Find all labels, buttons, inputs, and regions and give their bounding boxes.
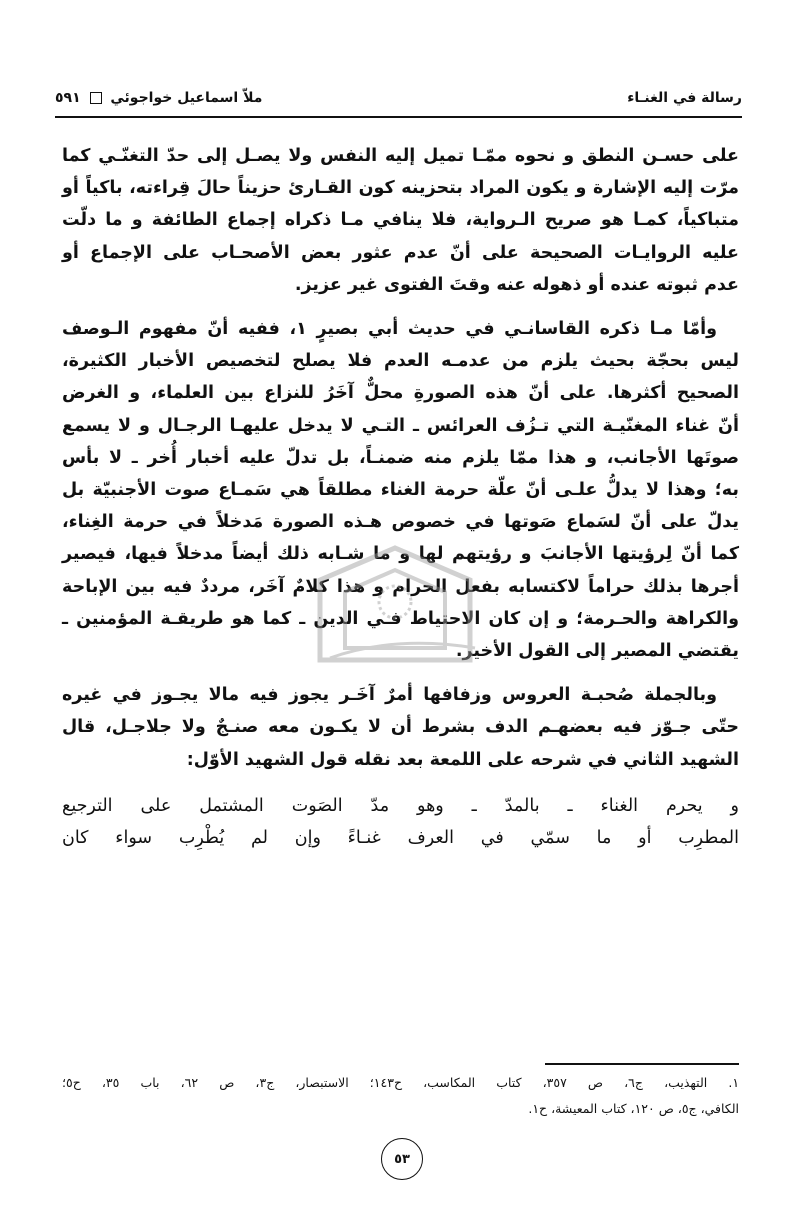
running-title-right: رسالة في الغنـاء [627, 90, 742, 106]
text-line: مرّت إليه الإشارة و يكون المراد بتحزينه كون القـارئ حزيناً حالَ قِراءته، باكياً أو [62, 178, 739, 199]
text-line: عليه الروايـات الصحيحة على أنّ عدم عثور بعض الأصحـاب على الإجماع أو [62, 242, 739, 263]
footnotes [62, 1070, 739, 1122]
text-line: الصحيح أكثرها. على أنّ هذه الصورةِ محلٌّ آخَرُ للنزاع بين العلماء، و الغرض [62, 383, 739, 404]
text-line: يقتضي المصير إلى القول الأخير. [455, 641, 739, 662]
paragraph-2 [62, 313, 739, 667]
text-line: والكراهة والحـرمة؛ و إن كان الاحتياط فـي الدين ـ كما هو طريقـة المؤمنين ـ [62, 608, 739, 629]
text-line: عدم ثبوته عنده أو ذهوله عنه وقتَ الفتوى غير عزيز. [294, 274, 739, 295]
book-page-number: ٥٩١ [55, 90, 81, 106]
running-header [55, 86, 742, 112]
text-line: ليس بحجّة بحيث يلزم من عدمـه العدم فلا يصلح لتخصيص الأخبار الكثيرة، [62, 351, 739, 372]
footnote-rule [545, 1063, 739, 1065]
text-line: و يحرم الغناء ـ بالمدّ ـ وهو مدّ الصَوت المشتمل على الترجيع [62, 795, 739, 816]
text-line: به؛ وهذا لا يدلُّ علـى أنّ علّة حرمة الغناء مطلقاً هي سَمـاع صوت الأجنبيّة بل [62, 480, 739, 501]
paragraph-3 [62, 679, 739, 776]
footnote-line: الكافي، ج٥، ص ١٢٠، كتاب المعيشة، ح١. [528, 1101, 739, 1116]
text-line: الشهيد الثاني في شرحه على اللمعة بعد نقله قول الشهيد الأوّل: [186, 749, 739, 770]
text-line: وأمّا مـا ذكره القاسانـي في حديث أبي بصيرٍ ١، ففيه أنّ مفهوم الـوصف [62, 319, 717, 340]
text-line: المطرِب أو ما سمّي في العرف غنـاءً وإن لم يُطْرِب سواء كان [62, 828, 739, 849]
main-text [62, 140, 739, 854]
author-name: ملاّ اسماعيل خواجوئي [110, 90, 263, 106]
square-separator-icon [90, 92, 102, 104]
header-rule [55, 116, 742, 118]
text-line: حتّى جـوّز فيه بعضهـم الدف بشرط أن لا يكـون معه صنـجٌ ولا جلاجـل، قال [62, 717, 739, 738]
text-line: متباكياً، كمـا هو صريح الـرواية، فلا ينافي مـا ذكراه إجماع الطائفة و ما دلّت [62, 210, 739, 231]
running-title-left [55, 90, 262, 106]
text-line: أنّ غناء المغنّيـة التي تـزُف العرائس ـ التـي لا يدخل عليهـا الرجـال و لا يسمع [62, 415, 739, 436]
text-line: على حسـن النطق و نحوه ممّـا تميل إليه النفس ولا يصـل إلى حدّ التغنّـي كما [62, 146, 739, 166]
page-number-circle [381, 1138, 423, 1180]
page-number: ٥٣ [394, 1151, 410, 1167]
text-line: أجرها بذلك حراماً لاكتسابه بفعل الحرام و هذا كلامٌ آخَر، مرددٌ فيه بين الإباحة [62, 576, 739, 597]
text-line: كما أنّ لِرؤيتها الأجانبَ و رؤيتهم لها و ما شـابه ذلك أيضاً مدخلاً فيها، فيصير [62, 544, 739, 565]
text-line: يدلّ على أنّ لسَماع صَوتها في خصوص هـذه الصورة مَدخلاً في حرمة الغِناء، [62, 512, 739, 533]
footnote-line: ١. التهذيب، ج٦، ص ٣٥٧، كتاب المكاسب، ح١٤٣؛ الاستبصار، ج٣، ص ٦٢، باب ٣٥، ح٥؛ [62, 1075, 740, 1090]
paragraph-1 [62, 140, 739, 301]
text-line: وبالجملة صُحبـة العروس وزفافها أمرٌ آخَـر يجوز فيه مالا يجـوز في غيره [62, 685, 717, 706]
quoted-passage [62, 790, 739, 854]
text-line: صوتَها الأجانب، و هذا ممّا يلزم منه ضمنـاً، بل تدلّ عليه أخبار أُخر ـ لا بأس [62, 447, 739, 468]
